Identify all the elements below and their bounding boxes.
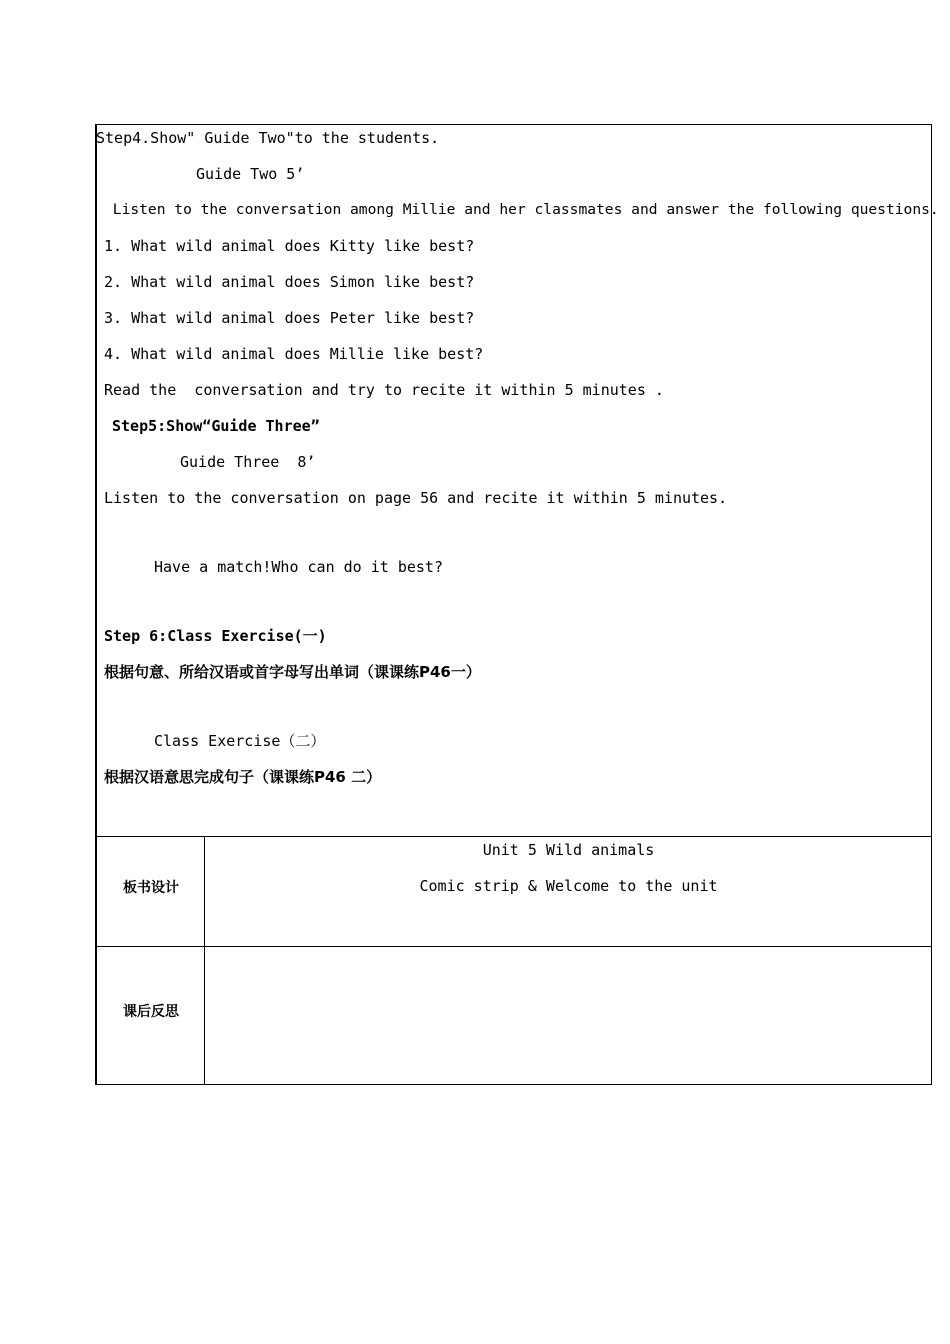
table-divider (96, 836, 932, 837)
table-column-divider (204, 836, 205, 1085)
exercise-1-instruction: 根据句意、所给汉语或首字母写出单词（课课练P46一） (104, 663, 481, 681)
listen-instruction: Listen to the conversation among Millie and her classmates and answer the following questions. (104, 201, 939, 218)
exercise-2-instruction: 根据汉语意思完成句子（课课练P46 二） (104, 768, 382, 786)
step5-heading: Step5:Show“Guide Three” (112, 417, 320, 435)
match-prompt: Have a match!Who can do it best? (154, 558, 443, 576)
step4-heading: Step4.Show" Guide Two"to the students. (96, 129, 440, 147)
lesson-table (95, 124, 932, 1085)
question-2: 2. What wild animal does Simon like best? (104, 273, 475, 291)
reflection-content (206, 948, 930, 1083)
guide-three-label: Guide Three 8’ (180, 453, 316, 471)
question-3: 3. What wild animal does Peter like best? (104, 309, 475, 327)
class-exercise-2-heading: Class Exercise（二） (154, 732, 326, 750)
read-recite-instruction: Read the conversation and try to recite it within 5 minutes . (104, 381, 664, 399)
listen-page-instruction: Listen to the conversation on page 56 and recite it within 5 minutes. (104, 489, 728, 507)
reflection-label: 课后反思 (123, 1004, 179, 1020)
board-design-label: 板书设计 (123, 880, 179, 896)
question-1: 1. What wild animal does Kitty like best? (104, 237, 475, 255)
guide-two-label: Guide Two 5’ (196, 165, 305, 183)
question-4: 4. What wild animal does Millie like best? (104, 345, 484, 363)
board-design-subtitle: Comic strip & Welcome to the unit (419, 877, 718, 895)
step6-heading: Step 6:Class Exercise(一) (104, 627, 327, 645)
table-divider (96, 946, 932, 947)
board-design-title: Unit 5 Wild animals (482, 841, 655, 859)
